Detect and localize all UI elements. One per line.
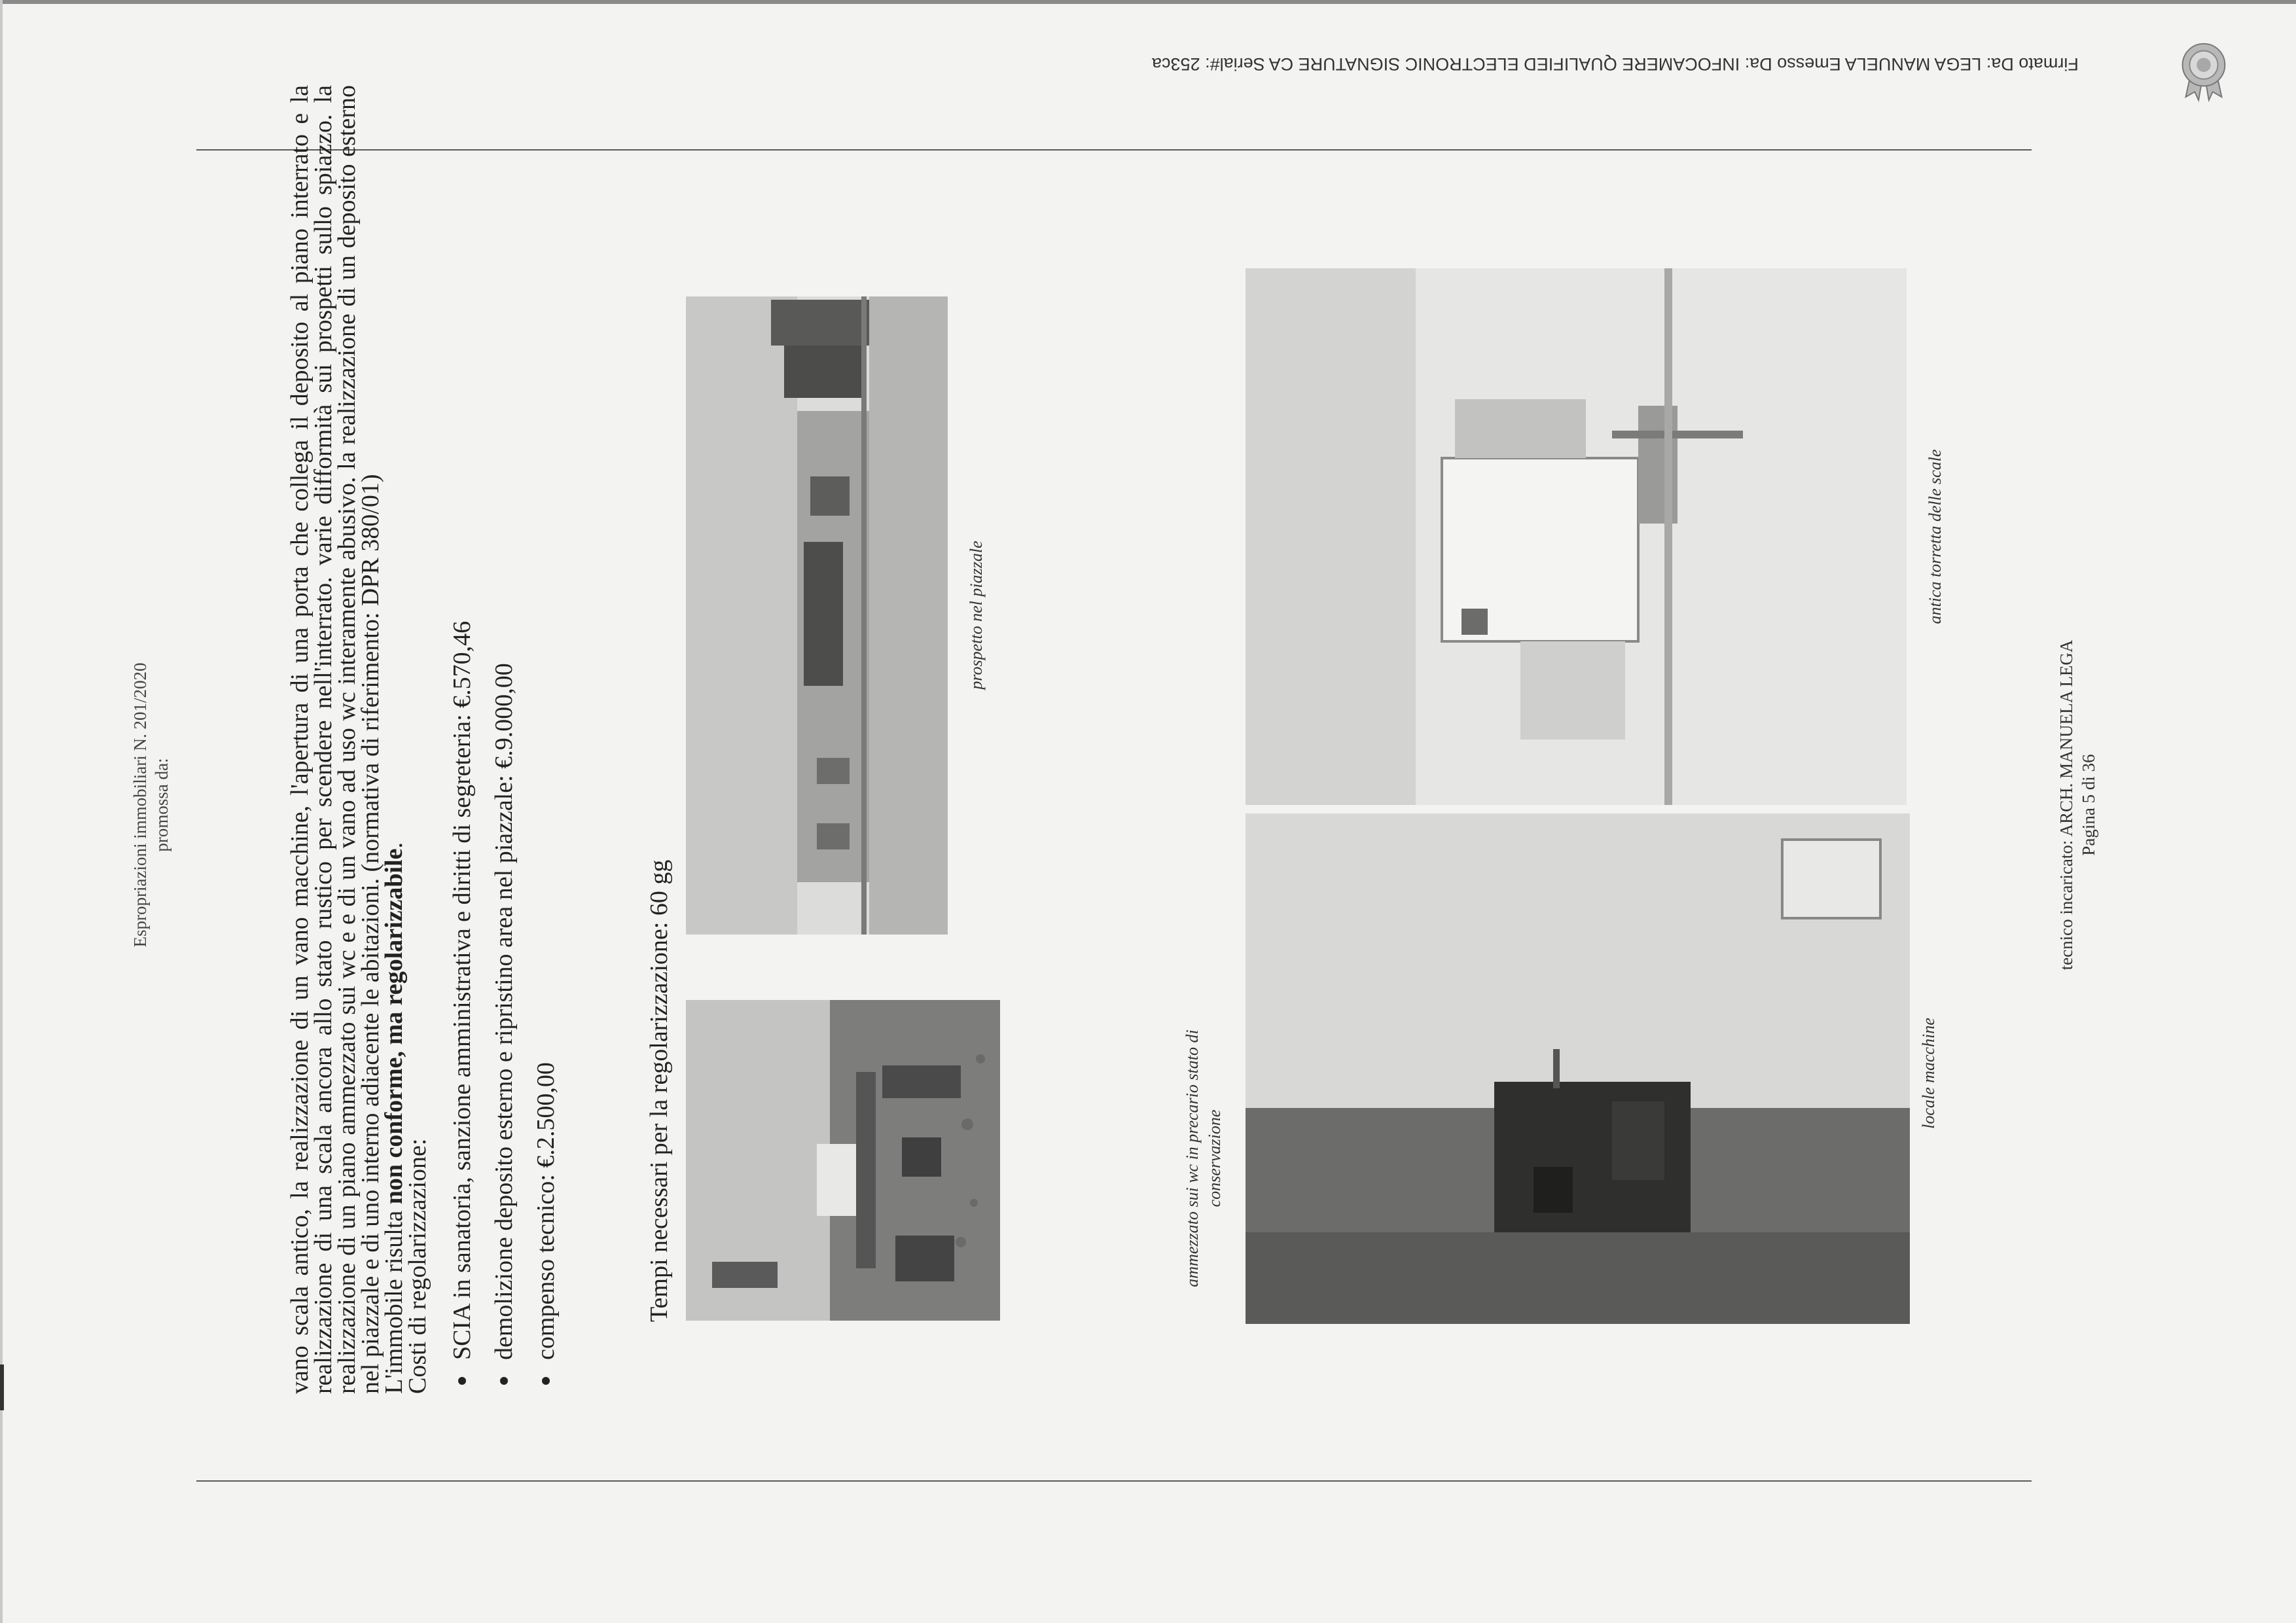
photo-mezzanine <box>686 1000 1000 1321</box>
photo-machine-room-image <box>1246 813 1910 1324</box>
photo-stair-turret-image <box>1246 268 1907 805</box>
caption-mezzanine <box>1181 955 1226 1361</box>
costs-list <box>441 85 567 1394</box>
caption-mezzanine-line1: ammezzato sui wc in precario stato di <box>1183 1029 1202 1287</box>
conformity-statement <box>382 85 406 1394</box>
photo-machine-room <box>1246 813 1910 1324</box>
body-text <box>288 85 567 1394</box>
caption-facade: prospetto nel piazzale <box>967 541 986 690</box>
caption-machine-room: locale macchine <box>1919 1018 1938 1129</box>
caption-stair-turret: antica torretta delle scale <box>1926 449 1945 624</box>
caption-mezzanine-line2: conservazione <box>1205 1109 1224 1207</box>
description-paragraph: vano scala antico, la realizzazione di un vano macchine, l'apertura di una porta che collega il deposito al piano interrato e la realizzazione di una scala ancora allo stato rustico per scendere nell'interrato. varie difformità sui prospetti sullo spiazzo. la realizzazione di un piano ammezzato sui wc e e di un vano ad uso wc interamente abusivo. la realizzazione di un deposito esterno nel piazzale e di uno interno adiacente le abitazioni. (normativa di riferimento: DPR 380/01) <box>286 85 384 1394</box>
cost-item: SCIA in sanatoria, sanzione amministrativa e diritti di segreteria: €.570,46 <box>441 85 483 1360</box>
conformity-suffix: . <box>380 842 408 849</box>
footer-page-number: Pagina 5 di 36 <box>2079 754 2098 856</box>
header-procedure: Espropriazioni immobiliari N. 201/2020 <box>130 662 150 948</box>
cost-item: compenso tecnico: €.2.500,00 <box>525 85 567 1360</box>
photo-stair-turret <box>1246 268 1907 805</box>
photo-facade <box>686 296 948 935</box>
header-promoted-by: promossa da: <box>152 758 171 852</box>
page-footer <box>2055 576 2100 1034</box>
photo-facade-image <box>686 296 948 935</box>
photo-mezzanine-image <box>686 1000 1000 1321</box>
conformity-bold: non conforme, ma regolarizzabile <box>380 848 408 1205</box>
footer-technician: tecnico incaricato: ARCH. MANUELA LEGA <box>2056 639 2076 971</box>
cost-item: demolizione deposito esterno e ripristino area nel piazzale: €.9.000,00 <box>483 85 525 1360</box>
regularization-time: Tempi necessari per la regolarizzazione: 60 gg <box>645 859 673 1322</box>
signature-banner: Firmato Da: LEGA MANUELA Emesso Da: INFOCAMERE QUALIFIED ELECTRONIC SIGNATURE CA Serial#: 253ca <box>1152 54 2079 74</box>
conformity-prefix: L'immobile risulta <box>380 1204 408 1394</box>
costs-title: Costi di regolarizzazione: <box>404 1138 431 1394</box>
document-header <box>130 641 173 969</box>
